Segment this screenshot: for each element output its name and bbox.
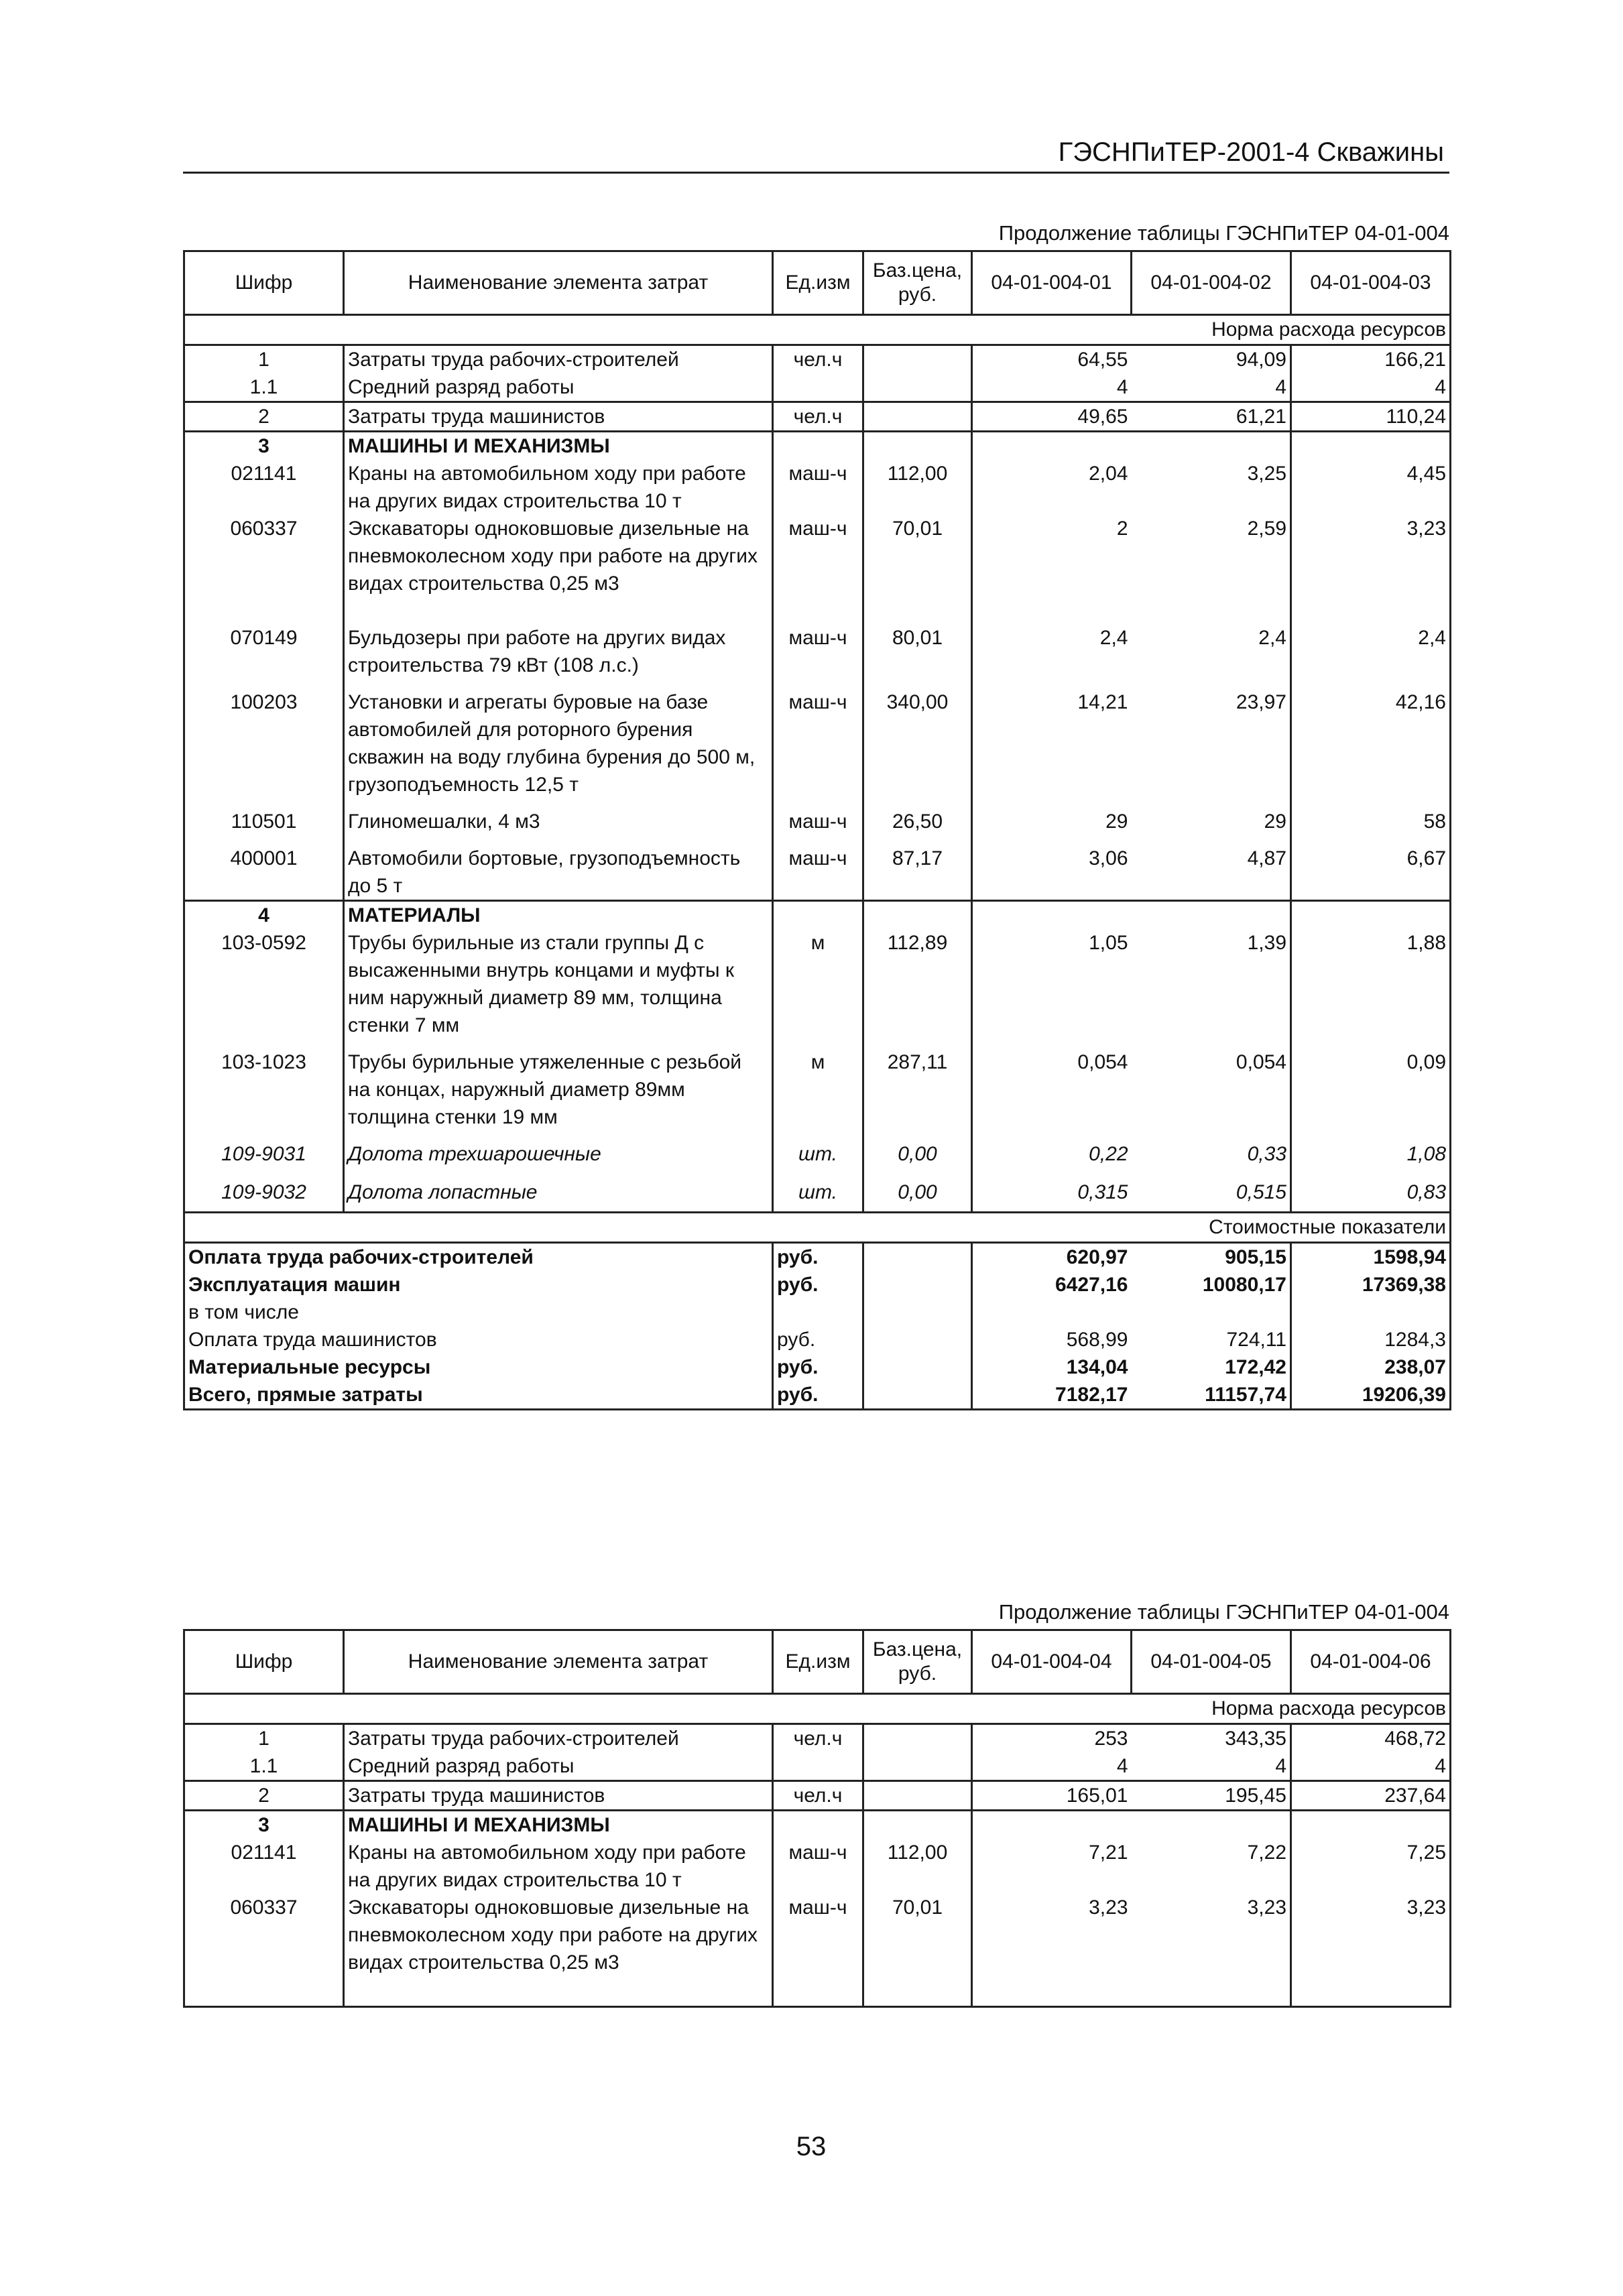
summary-label: в том числе bbox=[184, 1298, 773, 1326]
section-code: 3 bbox=[184, 1811, 344, 1839]
table-row bbox=[184, 1781, 1451, 1811]
row-value: 14,21 bbox=[1077, 691, 1128, 713]
column-header-variant: 04-01-004-04 bbox=[972, 1630, 1132, 1694]
row-value: 2,04 bbox=[1089, 463, 1128, 485]
table-row bbox=[184, 402, 1451, 432]
row-price: 87,17 bbox=[863, 845, 972, 901]
row-value bbox=[1132, 432, 1291, 461]
row-price: 287,11 bbox=[863, 1048, 972, 1140]
table-row bbox=[184, 1724, 1451, 1753]
row-name: Средний разряд работы bbox=[344, 373, 773, 402]
row-value: 4 bbox=[1132, 373, 1291, 402]
row-unit: маш-ч bbox=[788, 518, 847, 540]
row-value: 110,24 bbox=[1291, 402, 1451, 432]
row-value: 3,23 bbox=[1132, 1894, 1291, 2007]
row-value: 7,22 bbox=[1132, 1839, 1291, 1894]
row-unit: м bbox=[810, 932, 825, 954]
column-header-price: Баз.цена, руб. bbox=[863, 1630, 972, 1694]
summary-unit: руб. bbox=[777, 1329, 816, 1351]
row-code: 060337 bbox=[184, 1894, 344, 2007]
column-header-code: Шифр bbox=[184, 251, 344, 315]
row-price bbox=[863, 1752, 972, 1781]
section-row bbox=[184, 432, 1451, 461]
summary-value: 1284,3 bbox=[1291, 1326, 1451, 1353]
row-unit: чел.ч bbox=[773, 402, 863, 432]
summary-value bbox=[1291, 1298, 1451, 1326]
row-value: 3,06 bbox=[972, 845, 1132, 901]
summary-label: Всего, прямые затраты bbox=[184, 1381, 773, 1410]
row-value: 23,97 bbox=[1132, 688, 1291, 808]
row-unit: маш-ч bbox=[788, 1841, 847, 1864]
resource-table-2 bbox=[183, 1629, 1451, 2008]
row-price: 340,00 bbox=[863, 688, 972, 808]
row-value bbox=[972, 432, 1132, 461]
row-code: 2 bbox=[184, 402, 344, 432]
summary-value: 238,07 bbox=[1291, 1353, 1451, 1381]
row-price bbox=[863, 1781, 972, 1811]
table-row bbox=[184, 624, 1451, 688]
row-value: 2 bbox=[1116, 518, 1128, 540]
summary-unit bbox=[773, 1298, 863, 1326]
row-price: 70,01 bbox=[863, 1894, 972, 2007]
summary-price bbox=[863, 1298, 972, 1326]
row-value: 1,39 bbox=[1132, 929, 1291, 1048]
norm-label: Норма расхода ресурсов bbox=[184, 1694, 1451, 1724]
cost-label-row bbox=[184, 1213, 1451, 1243]
summary-value: 10080,17 bbox=[1132, 1271, 1291, 1298]
row-name: Трубы бурильные из стали группы Д с высаженными внутрь концами и муфты к ним наружный диаметр 89 мм, толщина стенки 7 мм bbox=[344, 929, 773, 1048]
row-value: 4,45 bbox=[1291, 460, 1451, 515]
row-value: 0,83 bbox=[1291, 1179, 1451, 1213]
summary-value: 6427,16 bbox=[1055, 1274, 1128, 1296]
row-name: Автомобили бортовые, грузоподъемность до 5 т bbox=[344, 845, 773, 901]
row-unit: чел.ч bbox=[793, 349, 843, 371]
summary-label: Эксплуатация машин bbox=[184, 1271, 773, 1298]
table-row bbox=[184, 1179, 1451, 1213]
row-value: 0,22 bbox=[1089, 1143, 1128, 1165]
summary-value: 134,04 bbox=[1066, 1356, 1128, 1378]
row-value: 3,23 bbox=[972, 1894, 1132, 2007]
row-value: 343,35 bbox=[1132, 1724, 1291, 1753]
page-header bbox=[183, 131, 1449, 174]
summary-value bbox=[1132, 1298, 1291, 1326]
row-value: 7,21 bbox=[1089, 1841, 1128, 1864]
row-code: 103-1023 bbox=[184, 1048, 344, 1140]
row-value: 1,05 bbox=[1089, 932, 1128, 954]
page-number: 53 bbox=[796, 2132, 827, 2161]
row-name: Глиномешалки, 4 м3 bbox=[344, 808, 773, 845]
row-value: 0,054 bbox=[1132, 1048, 1291, 1140]
row-value: 166,21 bbox=[1291, 345, 1451, 374]
summary-value bbox=[972, 1298, 1132, 1326]
row-code: 400001 bbox=[184, 845, 344, 901]
norm-label: Норма расхода ресурсов bbox=[184, 315, 1451, 345]
summary-value: 19206,39 bbox=[1291, 1381, 1451, 1410]
row-unit bbox=[773, 432, 863, 461]
row-price: 26,50 bbox=[863, 808, 972, 845]
table-row bbox=[184, 515, 1451, 624]
row-value bbox=[972, 1811, 1132, 1839]
row-value: 0,33 bbox=[1132, 1140, 1291, 1179]
resource-table-1 bbox=[183, 250, 1451, 1410]
row-code: 103-0592 bbox=[184, 929, 344, 1048]
summary-row bbox=[184, 1271, 1451, 1298]
row-name: Средний разряд работы bbox=[344, 1752, 773, 1781]
row-value: 4 bbox=[1116, 376, 1128, 398]
row-unit bbox=[773, 1752, 863, 1781]
row-name: Долота лопастные bbox=[344, 1179, 773, 1213]
summary-label: Оплата труда рабочих-строителей bbox=[184, 1243, 773, 1272]
row-price bbox=[863, 402, 972, 432]
row-code: 070149 bbox=[184, 624, 344, 688]
table-row bbox=[184, 373, 1451, 402]
row-unit: маш-ч bbox=[788, 627, 847, 649]
column-header-name: Наименование элемента затрат bbox=[344, 1630, 773, 1694]
table-row bbox=[184, 460, 1451, 515]
column-header-variant: 04-01-004-06 bbox=[1291, 1630, 1451, 1694]
row-value bbox=[1291, 432, 1451, 461]
section-row bbox=[184, 1811, 1451, 1839]
table-1-caption: Продолжение таблицы ГЭСНПиТЕР 04-01-004 bbox=[998, 221, 1449, 245]
row-price bbox=[863, 373, 972, 402]
column-header-unit: Ед.изм bbox=[773, 251, 863, 315]
table-row bbox=[184, 1752, 1451, 1781]
row-name: Краны на автомобильном ходу при работе на других видах строительства 10 т bbox=[344, 460, 773, 515]
table-row bbox=[184, 345, 1451, 374]
summary-row bbox=[184, 1298, 1451, 1326]
row-value: 253 bbox=[1094, 1728, 1128, 1750]
row-value: 237,64 bbox=[1291, 1781, 1451, 1811]
table-row bbox=[184, 1839, 1451, 1894]
row-value: 0,09 bbox=[1291, 1048, 1451, 1140]
row-value: 3,23 bbox=[1291, 515, 1451, 624]
column-header-unit: Ед.изм bbox=[773, 1630, 863, 1694]
row-code: 100203 bbox=[184, 688, 344, 808]
row-value: 6,67 bbox=[1291, 845, 1451, 901]
row-value: 165,01 bbox=[972, 1781, 1132, 1811]
row-code: 021141 bbox=[184, 460, 344, 515]
column-header-variant: 04-01-004-05 bbox=[1132, 1630, 1291, 1694]
table-row bbox=[184, 1140, 1451, 1179]
row-value bbox=[1291, 901, 1451, 930]
summary-value: 7182,17 bbox=[972, 1381, 1132, 1410]
row-name: Затраты труда рабочих-строителей bbox=[344, 345, 773, 374]
row-value: 4 bbox=[1291, 1752, 1451, 1781]
row-code: 109-9031 bbox=[184, 1140, 344, 1179]
row-value: 0,054 bbox=[1077, 1051, 1128, 1073]
row-price bbox=[863, 901, 972, 930]
row-value: 0,515 bbox=[1132, 1179, 1291, 1213]
summary-row bbox=[184, 1243, 1451, 1272]
section-title: МАТЕРИАЛЫ bbox=[344, 901, 773, 930]
row-price bbox=[863, 345, 972, 374]
table-row bbox=[184, 1894, 1451, 2007]
row-name: Трубы бурильные утяжеленные с резьбой на концах, наружный диаметр 89мм толщина стенки 19 мм bbox=[344, 1048, 773, 1140]
row-price: 80,01 bbox=[863, 624, 972, 688]
cost-label: Стоимостные показатели bbox=[184, 1213, 1451, 1243]
row-price bbox=[863, 1724, 972, 1753]
row-unit: шт. bbox=[773, 1179, 863, 1213]
row-value: 29 bbox=[1105, 810, 1128, 833]
row-value: 49,65 bbox=[972, 402, 1132, 432]
row-value: 1,08 bbox=[1291, 1140, 1451, 1179]
row-price: 112,00 bbox=[863, 1839, 972, 1894]
row-value: 4 bbox=[1132, 1752, 1291, 1781]
row-name: Затраты труда машинистов bbox=[344, 1781, 773, 1811]
row-value: 468,72 bbox=[1291, 1724, 1451, 1753]
row-code: 1 bbox=[184, 1724, 344, 1753]
summary-price bbox=[863, 1243, 972, 1272]
summary-unit: руб. bbox=[777, 1274, 819, 1296]
row-value: 4 bbox=[1291, 373, 1451, 402]
row-name: Долота трехшарошечные bbox=[344, 1140, 773, 1179]
summary-price bbox=[863, 1353, 972, 1381]
row-value: 1,88 bbox=[1291, 929, 1451, 1048]
row-name: Затраты труда машинистов bbox=[344, 402, 773, 432]
row-value: 2,59 bbox=[1132, 515, 1291, 624]
row-code: 109-9032 bbox=[184, 1179, 344, 1213]
row-value: 94,09 bbox=[1132, 345, 1291, 374]
table-row bbox=[184, 1048, 1451, 1140]
row-value bbox=[972, 901, 1132, 930]
row-price: 0,00 bbox=[863, 1140, 972, 1179]
section-code: 3 bbox=[184, 432, 344, 461]
summary-price bbox=[863, 1381, 972, 1410]
summary-value: 568,99 bbox=[1066, 1329, 1128, 1351]
column-header-code: Шифр bbox=[184, 1630, 344, 1694]
summary-value: 17369,38 bbox=[1291, 1271, 1451, 1298]
row-value: 2,4 bbox=[1291, 624, 1451, 688]
row-unit: чел.ч bbox=[773, 1781, 863, 1811]
row-value bbox=[1291, 1811, 1451, 1839]
row-unit: маш-ч bbox=[788, 810, 847, 833]
row-value: 2,4 bbox=[1099, 627, 1128, 649]
row-unit bbox=[773, 901, 863, 930]
row-unit bbox=[773, 1811, 863, 1839]
row-unit: шт. bbox=[798, 1143, 837, 1165]
column-header-variant: 04-01-004-02 bbox=[1132, 251, 1291, 315]
row-code: 2 bbox=[184, 1781, 344, 1811]
section-title: МАШИНЫ И МЕХАНИЗМЫ bbox=[344, 1811, 773, 1839]
section-row bbox=[184, 901, 1451, 930]
summary-value: 620,97 bbox=[1066, 1246, 1128, 1268]
row-code: 021141 bbox=[184, 1839, 344, 1894]
column-header-price: Баз.цена, руб. bbox=[863, 251, 972, 315]
row-value bbox=[1132, 901, 1291, 930]
section-code: 4 bbox=[184, 901, 344, 930]
table-row bbox=[184, 929, 1451, 1048]
summary-price bbox=[863, 1271, 972, 1298]
row-value: 195,45 bbox=[1132, 1781, 1291, 1811]
row-unit: маш-ч bbox=[788, 691, 847, 713]
row-price bbox=[863, 432, 972, 461]
section-title: МАШИНЫ И МЕХАНИЗМЫ bbox=[344, 432, 773, 461]
summary-value: 905,15 bbox=[1132, 1243, 1291, 1272]
column-header-name: Наименование элемента затрат bbox=[344, 251, 773, 315]
row-price: 112,89 bbox=[863, 929, 972, 1048]
summary-value: 724,11 bbox=[1132, 1326, 1291, 1353]
document-title: ГЭСНПиТЕР-2001-4 Скважины bbox=[1058, 137, 1444, 167]
row-unit bbox=[773, 373, 863, 402]
summary-row bbox=[184, 1326, 1451, 1353]
row-value: 4 bbox=[1116, 1755, 1128, 1777]
row-value: 64,55 bbox=[1077, 349, 1128, 371]
table-header-row bbox=[184, 1630, 1451, 1694]
summary-value: 1598,94 bbox=[1291, 1243, 1451, 1272]
summary-label: Материальные ресурсы bbox=[184, 1353, 773, 1381]
row-name: Бульдозеры при работе на других видах строительства 79 кВт (108 л.с.) bbox=[344, 624, 773, 688]
row-value: 3,25 bbox=[1132, 460, 1291, 515]
row-unit: м bbox=[810, 1051, 825, 1073]
row-code: 110501 bbox=[184, 808, 344, 845]
summary-unit: руб. bbox=[777, 1246, 819, 1268]
row-value: 0,315 bbox=[972, 1179, 1132, 1213]
row-value: 29 bbox=[1132, 808, 1291, 845]
norm-label-row bbox=[184, 1694, 1451, 1724]
summary-row bbox=[184, 1353, 1451, 1381]
row-name: Экскаваторы одноковшовые дизельные на пневмоколесном ходу при работе на других видах строительства 0,25 м3 bbox=[344, 1894, 773, 2007]
summary-value: 172,42 bbox=[1132, 1353, 1291, 1381]
row-unit: маш-ч bbox=[773, 1894, 863, 2007]
row-code: 060337 bbox=[184, 515, 344, 624]
row-code: 1.1 bbox=[184, 1752, 344, 1781]
table-row bbox=[184, 845, 1451, 901]
summary-value: 11157,74 bbox=[1132, 1381, 1291, 1410]
row-value: 42,16 bbox=[1291, 688, 1451, 808]
row-price: 112,00 bbox=[863, 460, 972, 515]
row-code: 1 bbox=[184, 345, 344, 374]
row-name: Затраты труда рабочих-строителей bbox=[344, 1724, 773, 1753]
row-unit: чел.ч bbox=[793, 1728, 843, 1750]
column-header-variant: 04-01-004-03 bbox=[1291, 251, 1451, 315]
row-name: Экскаваторы одноковшовые дизельные на пневмоколесном ходу при работе на других видах строительства 0,25 м3 bbox=[344, 515, 773, 624]
row-value: 2,4 bbox=[1132, 624, 1291, 688]
summary-unit: руб. bbox=[773, 1381, 863, 1410]
row-price: 0,00 bbox=[863, 1179, 972, 1213]
row-value: 61,21 bbox=[1132, 402, 1291, 432]
row-unit: маш-ч bbox=[773, 845, 863, 901]
norm-label-row bbox=[184, 315, 1451, 345]
row-value bbox=[1132, 1811, 1291, 1839]
row-price: 70,01 bbox=[863, 515, 972, 624]
row-unit: маш-ч bbox=[788, 463, 847, 485]
column-header-variant: 04-01-004-01 bbox=[972, 251, 1132, 315]
row-value: 4,87 bbox=[1132, 845, 1291, 901]
row-name: Краны на автомобильном ходу при работе на других видах строительства 10 т bbox=[344, 1839, 773, 1894]
table-2-caption: Продолжение таблицы ГЭСНПиТЕР 04-01-004 bbox=[998, 1600, 1449, 1624]
table-row bbox=[184, 688, 1451, 808]
table-header-row bbox=[184, 251, 1451, 315]
row-value: 3,23 bbox=[1291, 1894, 1451, 2007]
row-price bbox=[863, 1811, 972, 1839]
row-code: 1.1 bbox=[184, 373, 344, 402]
summary-unit: руб. bbox=[777, 1356, 819, 1378]
row-value: 7,25 bbox=[1291, 1839, 1451, 1894]
summary-row bbox=[184, 1381, 1451, 1410]
table-row bbox=[184, 808, 1451, 845]
summary-price bbox=[863, 1326, 972, 1353]
summary-label: Оплата труда машинистов bbox=[184, 1326, 773, 1353]
row-value: 58 bbox=[1291, 808, 1451, 845]
row-name: Установки и агрегаты буровые на базе автомобилей для роторного бурения скважин на воду глубина бурения до 500 м, грузоподъемность 12,5 т bbox=[344, 688, 773, 808]
